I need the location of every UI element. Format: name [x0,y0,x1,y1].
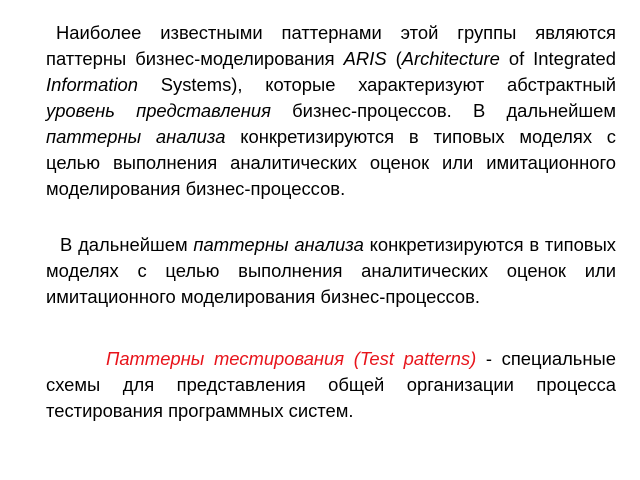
aris-term: ARIS [343,48,387,69]
representation-level-term: уровень представления [46,100,271,121]
text-run: конкретизируются в типовых моделях с целью выполнения аналитических оценок или имитационного моделирования бизнес-процессов. [46,126,617,199]
text-run: конкретизируются в типовых моделях с целью выполнения аналитических оценок или имитационного моделирования бизнес-процессов. [46,234,616,307]
analysis-patterns-term: паттерны анализа [46,126,226,147]
information-term: Information [46,74,138,95]
text-run: of Integrated [499,48,616,69]
text-run: бизнес-процессов. В дальнейшем [270,100,617,121]
test-patterns-term: Паттерны тестирования (Test patterns) [106,348,477,369]
text-run: - специальные схемы для представления общей организации процесса тестирования программных систем. [46,348,616,421]
paragraph-aris-patterns [46,20,616,202]
paragraph-analysis-patterns [46,232,616,310]
text-run: В дальнейшем [60,234,194,255]
paragraph-test-patterns [46,346,616,424]
text-run: Systems), которые характеризуют абстрактный [138,74,616,95]
text-run: ( [386,48,402,69]
analysis-patterns-term: паттерны анализа [193,234,364,255]
text-run: Наиболее известными паттернами этой группы являются паттерны бизнес-моделирования [46,22,616,69]
architecture-term: Architecture [401,48,500,69]
